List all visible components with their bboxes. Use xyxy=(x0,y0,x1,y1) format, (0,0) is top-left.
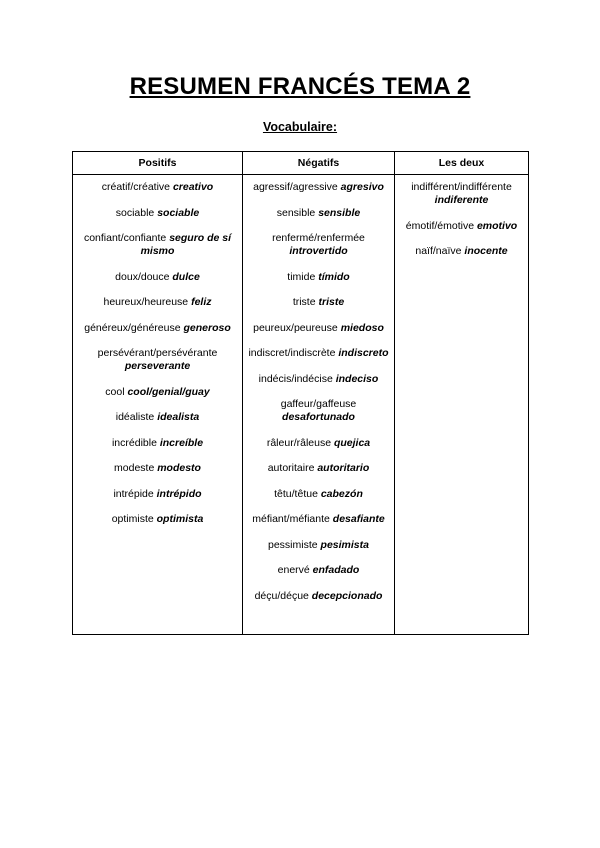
spanish-translation: desafiante xyxy=(332,513,385,525)
vocab-entry xyxy=(75,488,240,501)
french-word: renfermé/renfermée xyxy=(272,232,365,244)
spanish-translation: modesto xyxy=(157,462,201,474)
spanish-translation: tímido xyxy=(318,270,350,283)
spanish-translation: desafortunado xyxy=(282,411,355,423)
spanish-translation: generoso xyxy=(183,321,231,334)
french-word: intrépide xyxy=(113,487,154,500)
spanish-translation: feliz xyxy=(191,296,212,308)
vocab-entry xyxy=(75,296,240,309)
spanish-translation: pesimista xyxy=(320,538,369,551)
french-word: persévérant/persévérante xyxy=(97,347,218,359)
french-word: indécis/indécise xyxy=(258,372,333,385)
french-word: peureux/peureuse xyxy=(253,321,338,334)
section-heading: Vocabulaire: xyxy=(262,120,338,134)
column-header-positifs: Positifs xyxy=(73,152,243,175)
spanish-translation: indeciso xyxy=(335,372,379,385)
spanish-translation: perseverante xyxy=(124,360,191,372)
spanish-translation: optimista xyxy=(156,513,204,525)
vocab-entry xyxy=(245,347,392,360)
negatifs-cell xyxy=(243,175,395,635)
spanish-translation: cabezón xyxy=(320,487,363,500)
vocab-entry xyxy=(245,322,392,335)
spanish-translation: inocente xyxy=(464,245,508,257)
les-deux-cell xyxy=(395,175,529,635)
spanish-translation: quejica xyxy=(333,436,371,449)
vocab-entry xyxy=(245,513,392,526)
french-word: sensible xyxy=(276,206,316,219)
vocab-entry xyxy=(75,322,240,335)
spanish-translation: decepcionado xyxy=(311,589,383,602)
vocab-entry xyxy=(397,245,526,258)
vocab-entry xyxy=(397,181,526,207)
vocab-entry xyxy=(245,590,392,603)
vocab-entry xyxy=(245,564,392,577)
vocab-entry xyxy=(245,373,392,386)
french-word: généreux/généreuse xyxy=(84,321,181,334)
spanish-translation: introvertido xyxy=(289,245,348,257)
vocab-entry xyxy=(75,181,240,194)
page-title: RESUMEN FRANCÉS TEMA 2 xyxy=(129,73,471,100)
spanish-translation: seguro de sí mismo xyxy=(140,232,232,257)
vocab-entry xyxy=(397,220,526,233)
french-word: doux/douce xyxy=(115,270,170,283)
vocab-entry xyxy=(75,513,240,526)
column-header-negatifs: Négatifs xyxy=(243,152,395,175)
french-word: indiscret/indiscrète xyxy=(248,347,336,359)
french-word: timide xyxy=(287,270,316,283)
french-word: incrédible xyxy=(111,436,157,449)
french-word: émotif/émotive xyxy=(405,219,475,232)
french-word: têtu/têtue xyxy=(274,487,318,500)
vocab-entry xyxy=(245,181,392,194)
vocab-entry xyxy=(245,462,392,475)
french-word: déçu/déçue xyxy=(254,589,309,602)
french-word: optimiste xyxy=(111,513,154,525)
vocab-entry xyxy=(245,488,392,501)
vocab-entry xyxy=(75,462,240,475)
french-word: cool xyxy=(105,385,125,398)
vocab-entry xyxy=(75,386,240,399)
vocab-entry xyxy=(245,398,392,424)
spanish-translation: intrépido xyxy=(156,487,202,500)
spanish-translation: cool/genial/guay xyxy=(127,385,210,398)
vocab-entry xyxy=(245,539,392,552)
french-word: modeste xyxy=(114,462,155,474)
french-word: râleur/râleuse xyxy=(266,436,332,449)
french-word: confiant/confiante xyxy=(83,232,167,244)
vocab-entry xyxy=(245,232,392,258)
french-word: agressif/agressive xyxy=(253,181,338,193)
vocab-entry xyxy=(245,296,392,309)
vocab-entry xyxy=(75,232,240,258)
vocab-entry xyxy=(75,411,240,424)
spanish-translation: dulce xyxy=(172,270,200,283)
table-header-row xyxy=(73,152,529,175)
spanish-translation: agresivo xyxy=(340,181,384,193)
vocab-entry xyxy=(75,271,240,284)
french-word: enervé xyxy=(277,564,310,576)
french-word: naïf/naïve xyxy=(415,245,462,257)
column-header-les-deux: Les deux xyxy=(395,152,529,175)
spanish-translation: sensible xyxy=(318,206,361,219)
french-word: gaffeur/gaffeuse xyxy=(280,398,357,410)
table-body-row xyxy=(73,175,529,635)
vocab-entry xyxy=(75,207,240,220)
spanish-translation: increíble xyxy=(159,436,204,449)
french-word: triste xyxy=(292,296,316,308)
spanish-translation: creativo xyxy=(172,181,214,193)
vocabulary-table xyxy=(72,151,529,635)
vocab-entry xyxy=(245,271,392,284)
spanish-translation: emotivo xyxy=(476,219,518,232)
positifs-cell xyxy=(73,175,243,635)
french-word: idéaliste xyxy=(115,411,155,423)
french-word: créatif/créative xyxy=(101,181,171,193)
french-word: méfiant/méfiante xyxy=(252,513,330,525)
spanish-translation: indiscreto xyxy=(338,347,389,359)
french-word: indifférent/indifférente xyxy=(411,181,512,193)
vocab-entry xyxy=(75,437,240,450)
vocab-entry xyxy=(75,347,240,373)
spanish-translation: triste xyxy=(318,296,345,308)
spanish-translation: sociable xyxy=(157,206,200,219)
french-word: autoritaire xyxy=(267,462,315,474)
french-word: heureux/heureuse xyxy=(103,296,189,308)
french-word: pessimiste xyxy=(268,538,318,551)
french-word: sociable xyxy=(115,206,155,219)
spanish-translation: idealista xyxy=(157,411,200,423)
spanish-translation: miedoso xyxy=(340,321,384,334)
spanish-translation: enfadado xyxy=(312,564,360,576)
spanish-translation: autoritario xyxy=(317,462,370,474)
spanish-translation: indiferente xyxy=(434,194,489,206)
vocab-entry xyxy=(245,437,392,450)
vocab-entry xyxy=(245,207,392,220)
